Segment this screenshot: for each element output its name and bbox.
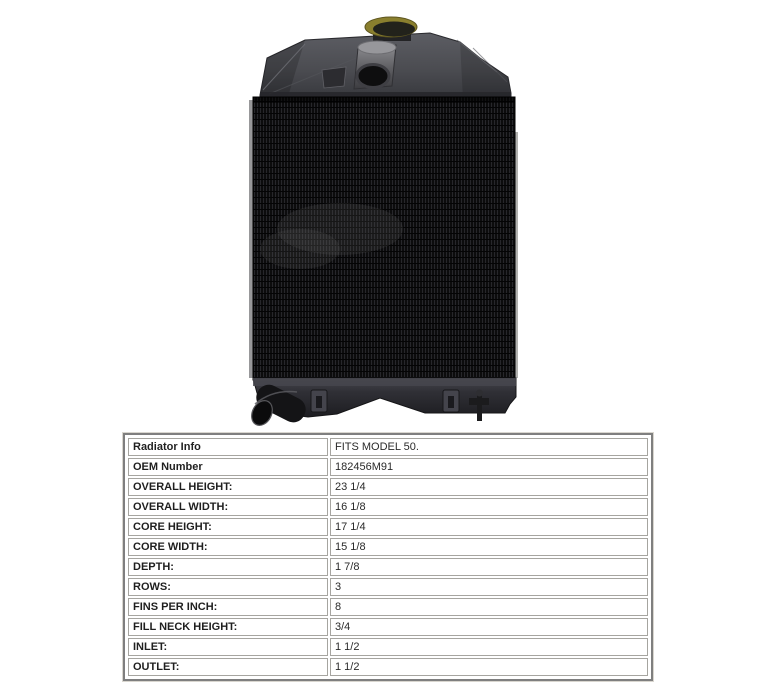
spec-value-cell: FITS MODEL 50. [330,438,648,456]
table-row [128,598,648,616]
spec-value-cell: 16 1/8 [330,498,648,516]
radiator-illustration [245,12,525,434]
spec-label-cell: Radiator Info [128,438,328,456]
spec-label-cell: CORE HEIGHT: [128,518,328,536]
spec-label-cell: CORE WIDTH: [128,538,328,556]
spec-value-cell: 15 1/8 [330,538,648,556]
spec-label-cell: OVERALL HEIGHT: [128,478,328,496]
mounting-bracket-left [311,390,327,412]
spec-table-container [123,433,653,681]
table-row [128,658,648,676]
spec-value-cell: 23 1/4 [330,478,648,496]
radiator-core [253,97,515,380]
spec-label-cell: INLET: [128,638,328,656]
spec-label-cell: FILL NECK HEIGHT: [128,618,328,636]
table-row [128,618,648,636]
spec-label-cell: OUTLET: [128,658,328,676]
spec-value-cell: 8 [330,598,648,616]
spec-value-cell: 17 1/4 [330,518,648,536]
spec-value-cell: 1 7/8 [330,558,648,576]
radiator-photo [245,12,525,434]
spec-label-cell: OEM Number [128,458,328,476]
table-row [128,578,648,596]
spec-value-cell: 1 1/2 [330,658,648,676]
table-row [128,438,648,456]
tank-tab [322,67,346,88]
spec-value-cell: 1 1/2 [330,638,648,656]
spec-value-cell: 182456M91 [330,458,648,476]
table-row [128,518,648,536]
table-row [128,478,648,496]
table-row [128,458,648,476]
table-row [128,538,648,556]
left-side-frame [249,100,253,378]
spec-table [126,436,650,678]
spec-label-cell: FINS PER INCH: [128,598,328,616]
mounting-bracket-right [443,390,459,412]
spec-label-cell: OVERALL WIDTH: [128,498,328,516]
table-row [128,638,648,656]
spec-label-cell: DEPTH: [128,558,328,576]
spec-value-cell: 3 [330,578,648,596]
table-row [128,498,648,516]
spec-value-cell: 3/4 [330,618,648,636]
table-row [128,558,648,576]
spec-label-cell: ROWS: [128,578,328,596]
inlet-neck [354,41,396,89]
